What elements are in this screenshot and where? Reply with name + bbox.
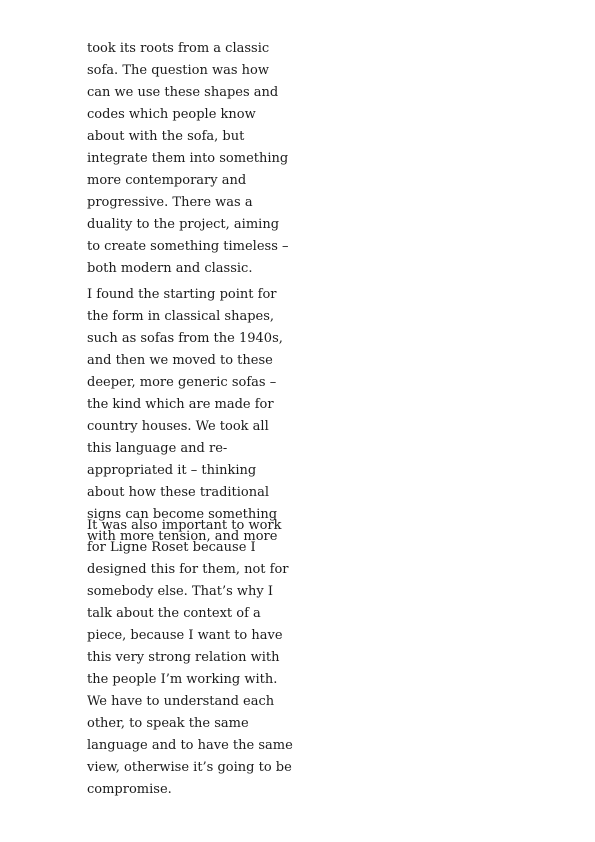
- text-line: both modern and classic.: [87, 261, 253, 276]
- text-line: We have to understand each: [87, 694, 275, 709]
- text-line: and then we moved to these: [87, 353, 273, 368]
- text-line: sofa. The question was how: [87, 63, 269, 78]
- text-line: piece, because I want to have: [87, 628, 283, 643]
- text-line: country houses. We took all: [87, 419, 269, 434]
- paragraph-3: [87, 515, 327, 801]
- text-line: the form in classical shapes,: [87, 309, 275, 324]
- text-line: about with the sofa, but: [87, 129, 245, 144]
- text-line: can we use these shapes and: [87, 85, 279, 100]
- text-line: more contemporary and: [87, 173, 247, 188]
- text-line: compromise.: [87, 782, 172, 797]
- text-line: somebody else. That’s why I: [87, 584, 274, 599]
- text-line: with more tension, and more: [87, 529, 278, 544]
- paragraph-1: [87, 38, 327, 280]
- text-line: deeper, more generic sofas –: [87, 375, 277, 390]
- text-line: designed this for them, not for: [87, 562, 289, 577]
- paragraph-2: [87, 284, 327, 548]
- text-line: progressive. There was a: [87, 195, 253, 210]
- text-line: took its roots from a classic: [87, 41, 270, 56]
- text-line: codes which people know: [87, 107, 256, 122]
- text-line: duality to the project, aiming: [87, 217, 280, 232]
- text-line: about how these traditional: [87, 485, 270, 500]
- text-line: this language and re-: [87, 441, 228, 456]
- text-line: integrate them into something: [87, 151, 289, 166]
- text-line: It was also important to work: [87, 518, 282, 533]
- text-line: the kind which are made for: [87, 397, 274, 412]
- text-line: other, to speak the same: [87, 716, 249, 731]
- text-line: such as sofas from the 1940s,: [87, 331, 283, 346]
- text-line: view, otherwise it’s going to be: [87, 760, 292, 775]
- text-line: for Ligne Roset because I: [87, 540, 256, 555]
- text-line: language and to have the same: [87, 738, 293, 753]
- text-line: signs can become something: [87, 507, 278, 522]
- text-line: talk about the context of a: [87, 606, 261, 621]
- text-line: the people I’m working with.: [87, 672, 278, 687]
- text-line: to create something timeless –: [87, 239, 289, 254]
- text-line: I found the starting point for: [87, 287, 277, 302]
- text-line: appropriated it – thinking: [87, 463, 257, 478]
- text-line: this very strong relation with: [87, 650, 280, 665]
